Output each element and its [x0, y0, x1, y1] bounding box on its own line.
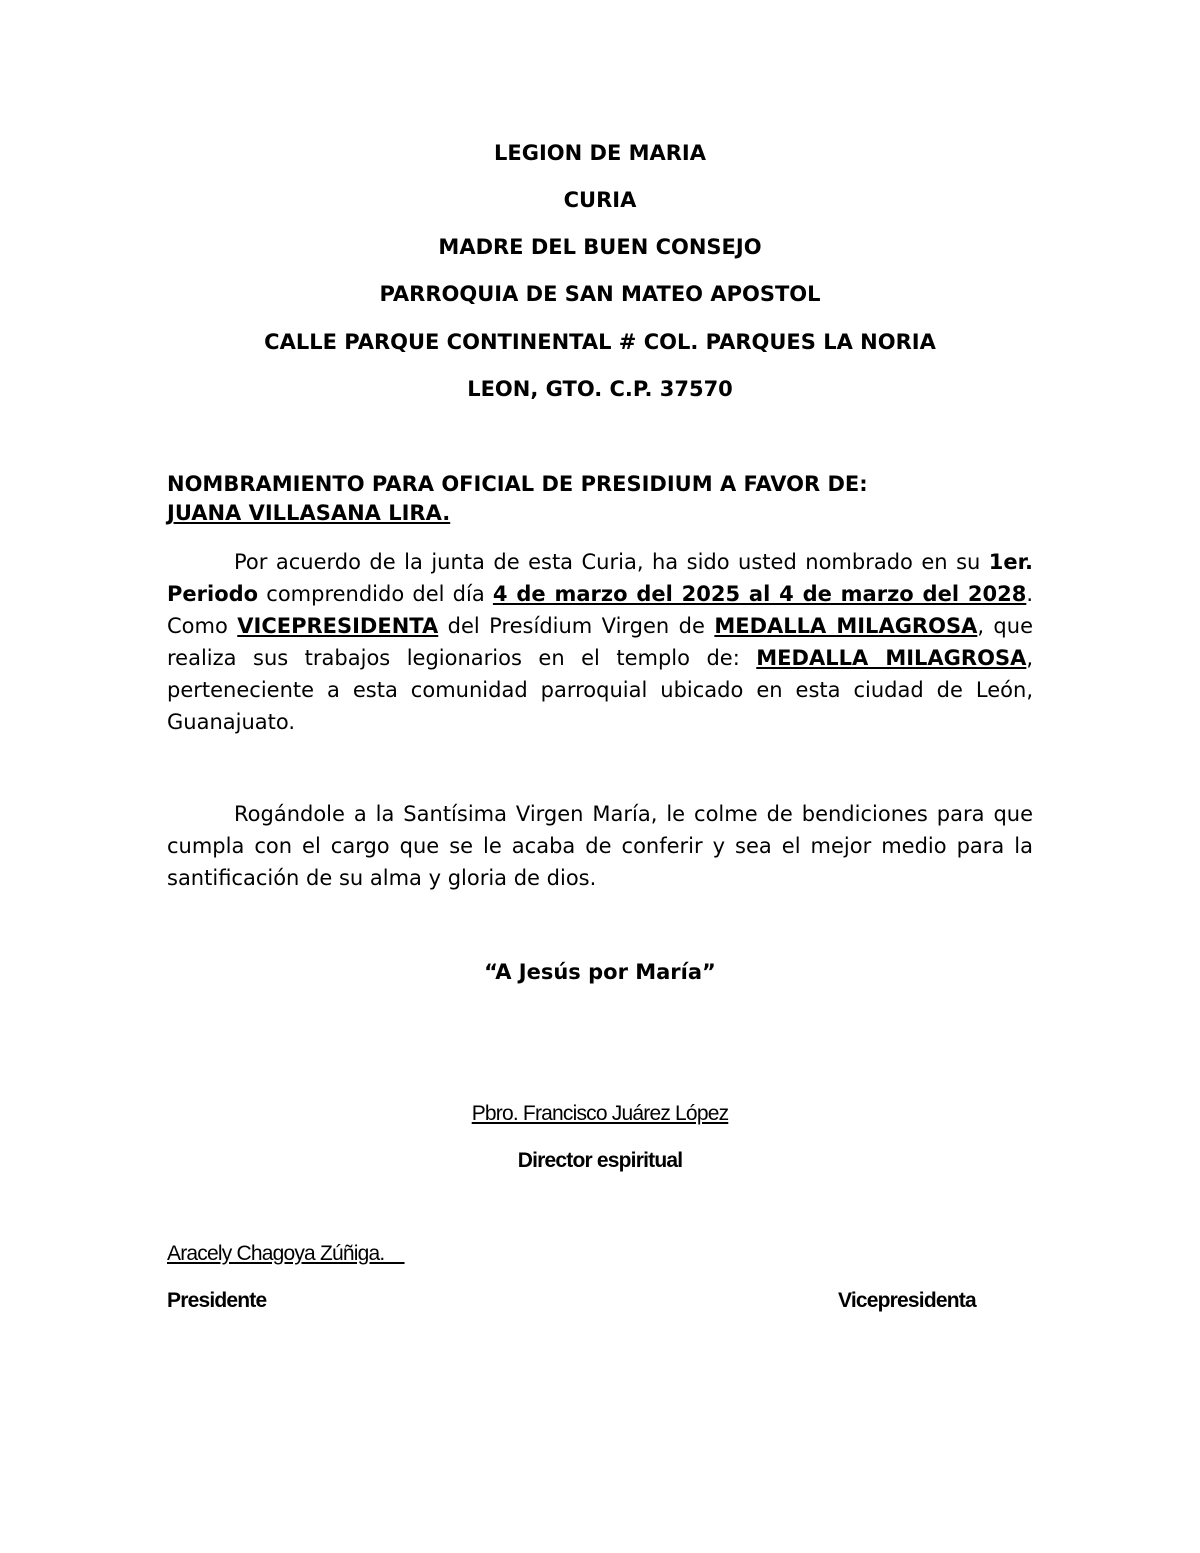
director-signature-name: Pbro. Francisco Juárez López — [471, 1102, 729, 1125]
vice-president-role: Vicepresidenta — [838, 1289, 976, 1312]
paragraph-text: , perteneciente a esta comunidad parroquial ubicado en esta ciudad de León, Guanajuato. — [167, 646, 1034, 734]
appointment-title: NOMBRAMIENTO PARA OFICIAL DE PRESIDIUM A FAVOR DE: — [167, 472, 868, 496]
org-name-heading: LEGION DE MARIA — [494, 141, 706, 165]
paragraph-text: , que realiza sus trabajos legionarios en el templo de: — [167, 614, 1033, 670]
temple-name: MEDALLA MILAGROSA — [756, 646, 1027, 670]
curia-heading: CURIA — [563, 188, 637, 212]
appointment-paragraph — [167, 546, 1033, 738]
position-title: VICEPRESIDENTA — [237, 614, 439, 638]
parish-heading: PARROQUIA DE SAN MATEO APOSTOL — [379, 282, 821, 306]
paragraph-text: del Presídium Virgen de — [438, 614, 715, 638]
paragraph-text: comprendido del día — [258, 582, 493, 606]
paragraph-text: . Como — [167, 582, 1033, 638]
president-role: Presidente — [167, 1289, 267, 1312]
address-heading: CALLE PARQUE CONTINENTAL # COL. PARQUES LA NORIA — [264, 330, 936, 354]
director-role: Director espiritual — [517, 1149, 683, 1172]
city-heading: LEON, GTO. C.P. 37570 — [467, 377, 733, 401]
appointee-name: JUANA VILLASANA LIRA. — [167, 501, 451, 525]
paragraph-text: Por acuerdo de la junta de esta Curia, ha sido usted nombrado en su — [234, 550, 989, 574]
blessing-paragraph: Rogándole a la Santísima Virgen María, le colme de bendiciones para que cumpla con el cargo que se le acaba de conferir y sea el mejor medio para la santificación de su alma y gloria de dios. — [167, 802, 1033, 890]
appointment-block — [167, 470, 1033, 528]
curia-name-heading: MADRE DEL BUEN CONSEJO — [438, 235, 762, 259]
motto: “A Jesús por María” — [484, 960, 716, 984]
president-signature-name: Aracely Chagoya Zúñiga. — [167, 1242, 405, 1265]
presidium-name: MEDALLA MILAGROSA — [714, 614, 978, 638]
period-dates: 4 de marzo del 2025 al 4 de marzo del 2028 — [492, 582, 1027, 606]
period-number: 1er. Periodo — [167, 550, 1033, 606]
